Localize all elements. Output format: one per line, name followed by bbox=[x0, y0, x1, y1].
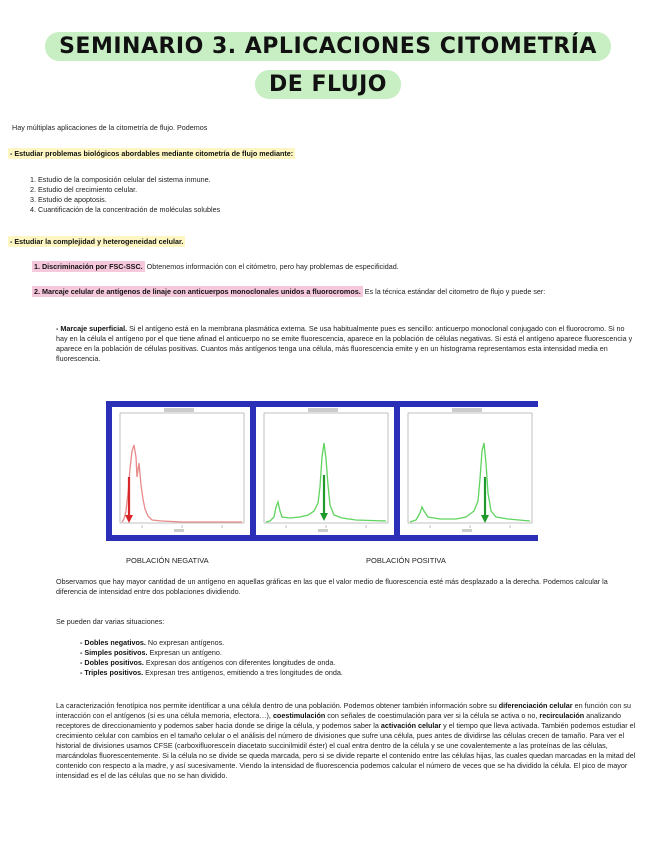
page-title-line-1: SEMINARIO 3. APLICACIONES CITOMETRÍA bbox=[45, 32, 611, 61]
list-item: 2. Estudio del crecimiento celular. bbox=[38, 185, 624, 195]
fsc-ssc-bold: 1. Discriminación por FSC-SSC. bbox=[34, 262, 143, 271]
histogram-positive-1-svg bbox=[256, 407, 394, 535]
situation-text: Expresan dos antígenos con diferentes longitudes de onda. bbox=[143, 658, 336, 667]
paragraph-fsc-ssc bbox=[32, 262, 632, 272]
list-item bbox=[80, 668, 640, 678]
final-bold-diferenciacion: diferenciación celular bbox=[498, 701, 573, 710]
final-text-e: analizando receptores de direccionamiento y podemos saber hacia donde se dirige la célula, y podemos saber la bbox=[56, 711, 621, 730]
situations-intro: Se pueden dar varias situaciones: bbox=[56, 617, 165, 626]
histogram-negative-svg bbox=[112, 407, 250, 535]
fsc-ssc-text: Obtenemos información con el citómetro, pero hay problemas de especificidad. bbox=[144, 262, 399, 271]
situation-bold: - Triples positivos. bbox=[80, 668, 144, 677]
situation-text: Expresan tres antígenos, emitiendo a tres longitudes de onda. bbox=[143, 668, 343, 677]
list-item: 3. Estudio de apoptosis. bbox=[38, 195, 624, 205]
final-text-c: en función con su interacción con el antígenos (si es una célula memoria, efectora…), bbox=[56, 701, 631, 720]
list-item: 4. Cuantificación de la concentración de moléculas solubles bbox=[38, 205, 624, 215]
section1-heading-text: - Estudiar problemas biológicos abordables mediante citometría de flujo mediante: bbox=[10, 149, 294, 158]
caption-negative: POBLACIÓN NEGATIVA bbox=[126, 556, 209, 565]
situations-list bbox=[80, 638, 640, 678]
marcaje-text: Es la técnica estándar del citometro de flujo y puede ser: bbox=[362, 287, 546, 296]
final-paragraph bbox=[56, 701, 640, 781]
superficial-text: Si el antígeno está en la membrana plasmática externa. Se usa habitualmente pues es sencillo: anticuerpo monoclonal conjugado con el fluorocromo. Si no hay en la célula el antígeno por el que tiene afinad el anticuerpo no se emite fluorescencia, aparece en la población de células negativas. Si está el antígeno aparece fluorescencia y aparece en la población de células positivas. Cuantos más antígenos tenga una célula, más fluorescencia emite y en un histograma representamos esta intensidad media en fluorescencia. bbox=[56, 324, 633, 363]
list-item bbox=[80, 638, 640, 648]
situation-text: Expresan un antígeno. bbox=[147, 648, 222, 657]
section1-list bbox=[24, 175, 624, 215]
paragraph-marcaje bbox=[32, 287, 644, 297]
histogram-negative bbox=[112, 407, 250, 535]
intro-text: Hay múltiplas aplicaciones de la citometría de flujo. Podemos bbox=[12, 123, 208, 132]
final-bold-recirculacion: recirculación bbox=[539, 711, 585, 720]
list-item bbox=[80, 658, 640, 668]
section2-heading bbox=[8, 237, 628, 247]
final-bold-activacion: activación celular bbox=[380, 721, 442, 730]
page-title-line-2: DE FLUJO bbox=[255, 70, 401, 99]
caption-positive: POBLACIÓN POSITIVA bbox=[366, 556, 446, 565]
final-text-a: La caracterización fenotípica nos permite identificar a una célula dentro de una población. Podemos obtener también información sobre su bbox=[56, 701, 499, 710]
list-item: 1. Estudio de la composición celular del sistema inmune. bbox=[38, 175, 624, 185]
situation-bold: - Simples positivos. bbox=[80, 648, 148, 657]
section1-heading bbox=[8, 149, 628, 159]
situation-bold: - Dobles negativos. bbox=[80, 638, 146, 647]
final-bold-coestimulacion: coestimulación bbox=[272, 711, 326, 720]
situation-text: No expresan antígenos. bbox=[145, 638, 225, 647]
marcaje-bold: 2. Marcaje celular de antígenos de linaje con anticuerpos monoclonales unidos a fluorocromos. bbox=[34, 287, 361, 296]
observation-text: Observamos que hay mayor cantidad de un antígeno en aquellas gráficas en las que el valor medio de fluorescencia esté más desplazado a la derecha. Podemos calcular la diferencia de intensidad entre dos poblaciones dividiendo. bbox=[56, 577, 608, 596]
list-item bbox=[80, 648, 640, 658]
histogram-positive-2-svg bbox=[400, 407, 538, 535]
histogram-positive-1 bbox=[256, 407, 394, 535]
histogram-figure bbox=[106, 401, 538, 541]
situation-bold: - Dobles positivos. bbox=[80, 658, 144, 667]
paragraph-superficial bbox=[56, 324, 634, 364]
histogram-positive-2 bbox=[400, 407, 538, 535]
superficial-bold: - Marcaje superficial. bbox=[56, 324, 128, 333]
final-text-f: y el tiempo que lleva activada. También podemos estudiar el crecimiento celular con cambios en el tamaño celular o el análisis del número de divisiones que sufre una célula, pues antes de dividirse las células crecen de tamaño. Para ver el historial de divisiones usamos CFSE (carboxifluoresceín diacetato succinilmidil éster) el cual entra dentro de la célula y se une covalentemente a las proteínas de las células, marcándolas fluorescentemente. Si la célula no se divide se queda marcada, pero si se divide reparte el contenido entre las células hijas, las cuales quedan marcadas en la mitad del contenido con respecto a la madre, y así sucesivamente. Viendo la intensidad de fluorescencia podemos calcular el número de veces que se ha dividido la célula. El pico de mayor intensidad es el de las células que no se han dividido. bbox=[56, 721, 636, 780]
title-line-2-wrap bbox=[0, 70, 656, 99]
title-line-1-wrap bbox=[0, 32, 656, 61]
section2-heading-text: - Estudiar la complejidad y heterogeneidad celular. bbox=[10, 237, 184, 246]
final-text-d: con señales de coestimulación para ver si la célula se activa o no, bbox=[325, 711, 540, 720]
